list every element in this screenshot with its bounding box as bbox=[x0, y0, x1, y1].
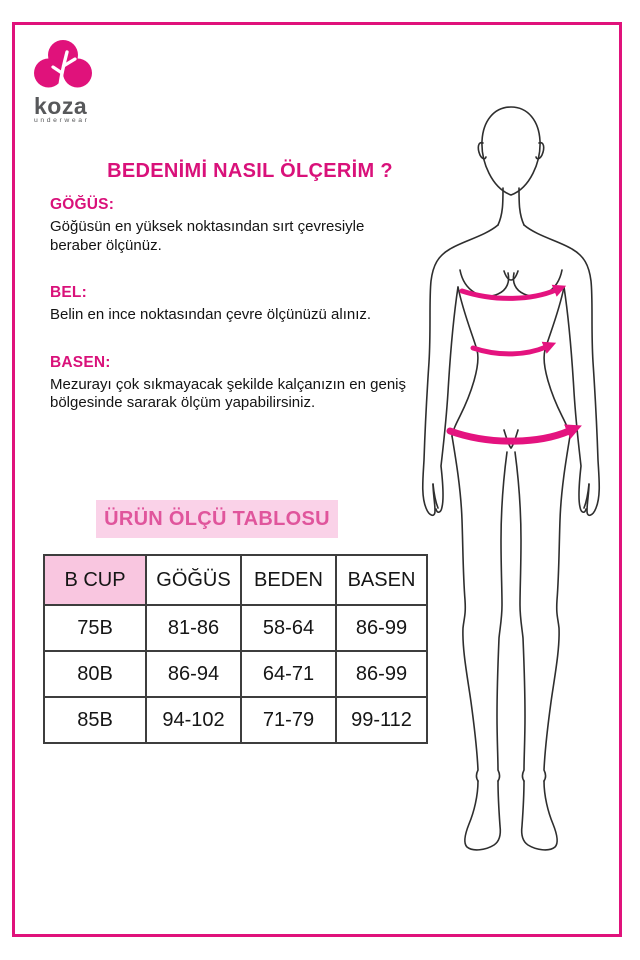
table-cell: 86-94 bbox=[146, 651, 241, 697]
table-cell: 99-112 bbox=[336, 697, 427, 743]
size-table bbox=[43, 554, 428, 744]
koza-logo-icon bbox=[34, 40, 92, 90]
section-gogus bbox=[50, 196, 420, 255]
brand-logo bbox=[34, 40, 114, 125]
section-heading: BASEN: bbox=[50, 353, 111, 371]
table-header-row bbox=[44, 555, 427, 605]
page-title: BEDENİMİ NASIL ÖLÇERİM ? bbox=[107, 160, 393, 182]
table-cell: 58-64 bbox=[241, 605, 336, 651]
section-heading: GÖĞÜS: bbox=[50, 196, 115, 213]
table-cell: 85B bbox=[44, 697, 146, 743]
brand-name: koza bbox=[34, 93, 88, 119]
body-outline bbox=[423, 107, 600, 850]
table-cell: 86-99 bbox=[336, 651, 427, 697]
table-row bbox=[44, 697, 427, 743]
column-header-bcup: B CUP bbox=[44, 555, 146, 605]
waist-measure-arrow bbox=[473, 347, 546, 354]
brand-tagline: underwear bbox=[34, 117, 90, 124]
section-bel bbox=[50, 284, 420, 325]
section-text: Belin en ince noktasından çevre ölçünüzü alınız. bbox=[50, 306, 372, 323]
table-cell: 86-99 bbox=[336, 605, 427, 651]
table-cell: 64-71 bbox=[241, 651, 336, 697]
column-header-gogus: GÖĞÜS bbox=[146, 555, 241, 605]
section-text: Göğüsün en yüksek noktasından sırt çevresiyle beraber ölçünüz. bbox=[50, 218, 365, 254]
hip-measure-arrow bbox=[450, 431, 569, 441]
column-header-basen: BASEN bbox=[336, 555, 427, 605]
table-cell: 94-102 bbox=[146, 697, 241, 743]
table-row bbox=[44, 651, 427, 697]
bust-measure-arrow bbox=[462, 290, 556, 298]
measurement-guide bbox=[50, 196, 420, 442]
column-header-beden: BEDEN bbox=[241, 555, 336, 605]
table-cell: 71-79 bbox=[241, 697, 336, 743]
size-table-heading: ÜRÜN ÖLÇÜ TABLOSU bbox=[96, 500, 338, 538]
section-text: Mezurayı çok sıkmayacak şekilde kalçanızın en geniş bölgesinde sararak ölçüm yapabilirsiniz. bbox=[50, 375, 406, 411]
table-cell: 81-86 bbox=[146, 605, 241, 651]
section-basen bbox=[50, 354, 420, 413]
table-cell: 80B bbox=[44, 651, 146, 697]
table-row bbox=[44, 605, 427, 651]
section-heading: BEL: bbox=[50, 284, 87, 301]
table-cell: 75B bbox=[44, 605, 146, 651]
